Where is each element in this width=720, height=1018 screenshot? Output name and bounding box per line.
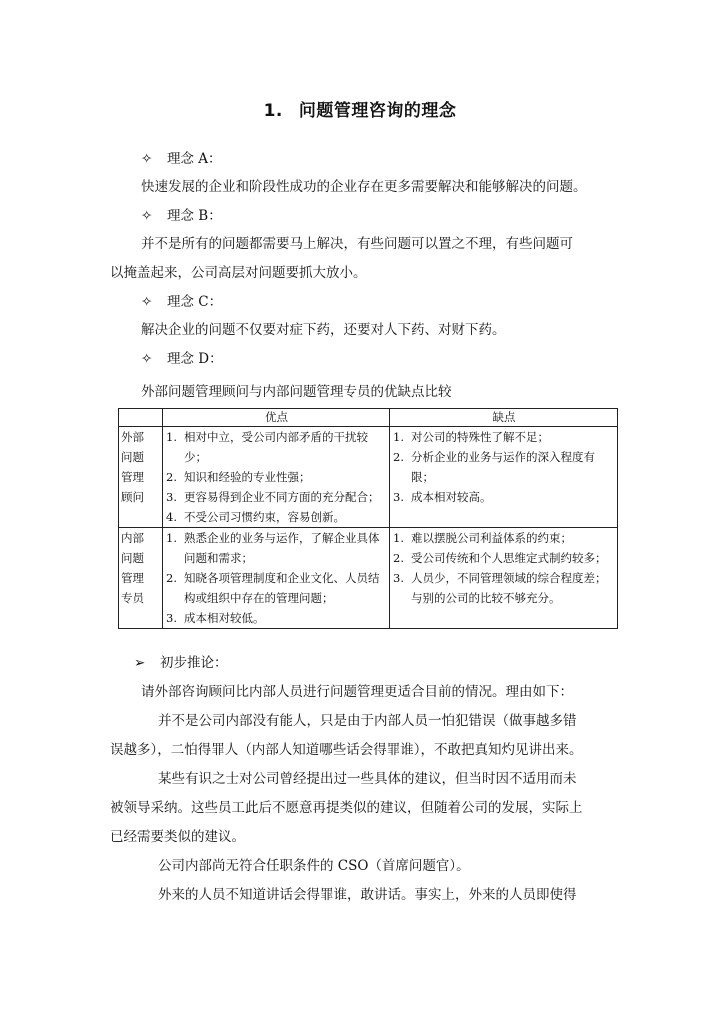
section-title-text: 问题管理咨询的理念: [298, 101, 457, 121]
list-item: 2. 受公司传统和个人思维定式制约较多；: [393, 551, 607, 565]
reason-1-line1: 并不是公司内部没有能人，只是由于内部人员一怕犯错误（做事越多错: [158, 713, 577, 729]
list-item: 1. 难以摆脱公司利益体系的约束；: [393, 531, 572, 545]
diamond-bullet-icon: ✧: [141, 351, 153, 367]
concept-a-text: 快速发展的企业和阶段性成功的企业存在更多需要解决和能够解决的问题。: [141, 179, 587, 195]
concept-a-heading: ✧ 理念 A：: [141, 151, 222, 167]
list-item: 1. 相对中立，受公司内部矛盾的干扰较少；: [166, 430, 368, 464]
internal-cons-cell: [390, 528, 618, 629]
list-item: 1. 对公司的特殊性了解不足；: [393, 430, 549, 444]
list-item: 3. 成本相对较高。: [393, 490, 492, 504]
diamond-bullet-icon: ✧: [141, 208, 153, 224]
list-item: 3. 人员少，不同管理领域的综合程度差；与别的公司的比较不够充分。: [393, 571, 607, 605]
list-item: 2. 知晓各项管理制度和企业文化、人员结构或组织中存在的管理问题；: [166, 571, 380, 605]
reason-4-line1: 外来的人员不知道讲话会得罪谁，敢讲话。事实上，外来的人员即使得: [158, 887, 577, 903]
table-row: [119, 528, 618, 629]
conclusion-heading: ➢ 初步推论：: [134, 655, 228, 671]
comparison-table: [118, 408, 618, 629]
list-item: 3. 更容易得到企业不同方面的充分配合；: [166, 490, 380, 504]
list-item: 3. 成本相对较低。: [166, 611, 265, 625]
diamond-bullet-icon: ✧: [141, 294, 153, 310]
list-item: 2. 分析企业的业务与运作的深入程度有限；: [393, 450, 595, 484]
conclusion-intro: 请外部咨询顾问比内部人员进行问题管理更适合目前的情况。理由如下：: [141, 684, 573, 700]
table-caption: 外部问题管理顾问与内部问题管理专员的优缺点比较: [141, 384, 452, 400]
row-label-internal: 内部 问题 管理 专员: [119, 528, 163, 629]
concept-c-text: 解决企业的问题不仅要对症下药，还要对人下药、对财下药。: [141, 322, 506, 338]
internal-pros-cell: [163, 528, 390, 629]
cons-header: 缺点: [390, 409, 618, 427]
diamond-bullet-icon: ✧: [141, 151, 153, 167]
list-item: 1. 熟悉企业的业务与运作，了解企业具体问题和需求；: [166, 531, 380, 565]
list-item: 4. 不受公司习惯约束，容易创新。: [166, 510, 345, 524]
pros-header: 优点: [163, 409, 390, 427]
concept-b-heading: ✧ 理念 B：: [141, 208, 222, 224]
row-label-external: 外部 问题 管理 顾问: [119, 427, 163, 528]
external-cons-cell: [390, 427, 618, 528]
concept-b-line2: 以掩盖起来，公司高层对问题要抓大放小。: [110, 265, 367, 281]
arrow-bullet-icon: ➢: [134, 655, 146, 671]
reason-2-line2: 被领导采纳。这些员工此后不愿意再提类似的建议，但随着公司的发展，实际上: [110, 800, 583, 816]
concept-c-heading: ✧ 理念 C：: [141, 294, 223, 310]
reason-1-line2: 误越多），二怕得罪人（内部人知道哪些话会得罪谁），不敢把真知灼见讲出来。: [110, 742, 583, 758]
table-corner-cell: [119, 409, 163, 427]
section-title: [0, 96, 720, 121]
table-row: [119, 427, 618, 528]
concept-d-heading: ✧ 理念 D：: [141, 351, 223, 367]
external-pros-cell: [163, 427, 390, 528]
reason-2-line1: 某些有识之士对公司曾经提出过一些具体的建议，但当时因不适用而未: [158, 771, 577, 787]
reason-2-line3: 已经需要类似的建议。: [110, 829, 245, 845]
section-number: 1.: [263, 101, 283, 121]
list-item: 2. 知识和经验的专业性强；: [166, 470, 311, 484]
table-header-row: [119, 409, 618, 427]
reason-3: 公司内部尚无符合任职条件的 CSO（首席问题官）。: [158, 858, 470, 874]
concept-b-line1: 并不是所有的问题都需要马上解决，有些问题可以置之不理，有些问题可: [141, 236, 573, 252]
